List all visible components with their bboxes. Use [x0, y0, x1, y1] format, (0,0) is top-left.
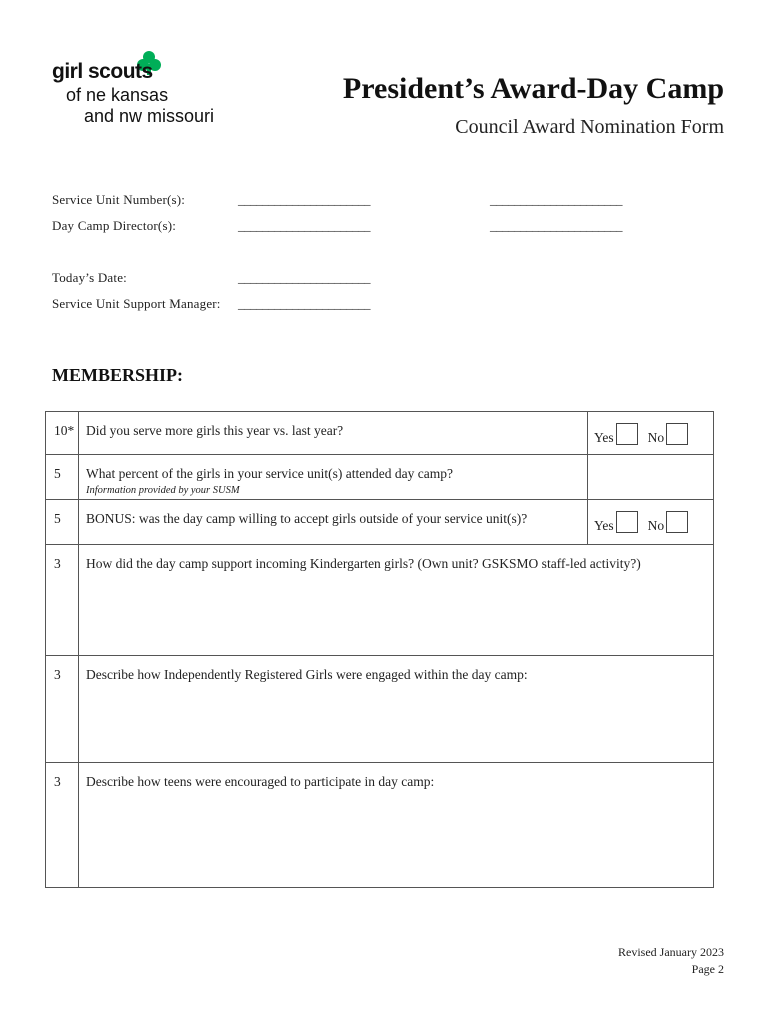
todays-date-label: Today’s Date: — [52, 270, 127, 285]
support-manager-label: Service Unit Support Manager: — [52, 296, 221, 311]
yes-no-cell — [588, 500, 714, 545]
row-question[interactable]: Describe how Independently Registered Girls were engaged within the day camp: — [79, 656, 714, 763]
service-unit-number-label: Service Unit Number(s): — [52, 192, 186, 207]
yes-label: Yes — [594, 430, 614, 445]
table-row — [46, 545, 714, 656]
row-question-cell — [79, 455, 588, 500]
membership-table — [45, 411, 714, 888]
yes-label: Yes — [594, 518, 614, 533]
no-label: No — [647, 430, 665, 445]
row-question: What percent of the girls in your service unit(s) attended day camp? — [86, 466, 453, 481]
day-camp-director-field-1[interactable]: ______________________ — [238, 218, 370, 233]
no-checkbox[interactable] — [666, 423, 688, 445]
yes-checkbox[interactable] — [616, 511, 638, 533]
page-subtitle: Council Award Nomination Form — [455, 116, 724, 138]
row-question: Did you serve more girls this year vs. last year? — [79, 412, 588, 455]
row-points: 3 — [46, 656, 79, 763]
row-question[interactable]: Describe how teens were encouraged to participate in day camp: — [79, 763, 714, 888]
answer-cell[interactable] — [588, 455, 714, 500]
logo — [52, 50, 242, 130]
logo-line-2: of ne kansas — [66, 85, 169, 105]
day-camp-director-field-2[interactable]: ______________________ — [490, 218, 622, 233]
table-row — [46, 500, 714, 545]
page-title: President’s Award-Day Camp — [342, 72, 724, 105]
page-number: Page 2 — [691, 962, 724, 976]
service-unit-number-field-2[interactable]: ______________________ — [490, 192, 622, 207]
logo-line-1: girl scouts — [52, 60, 153, 83]
row-points: 3 — [46, 545, 79, 656]
support-manager-field[interactable]: ______________________ — [238, 296, 370, 311]
todays-date-field[interactable]: ______________________ — [238, 270, 370, 285]
logo-line-3: and nw missouri — [84, 106, 215, 126]
yes-no-cell — [588, 412, 714, 455]
row-points: 5 — [46, 455, 79, 500]
row-question[interactable]: How did the day camp support incoming Kindergarten girls? (Own unit? GSKSMO staff-led activity?) — [79, 545, 714, 656]
day-camp-director-label: Day Camp Director(s): — [52, 218, 177, 233]
revised-date: Revised January 2023 — [618, 945, 724, 959]
row-points: 10* — [46, 412, 79, 455]
section-title: MEMBERSHIP: — [52, 365, 184, 385]
no-label: No — [647, 518, 665, 533]
table-row — [46, 656, 714, 763]
service-unit-number-field-1[interactable]: ______________________ — [238, 192, 370, 207]
footer — [618, 944, 724, 978]
row-note: Information provided by your SUSM — [86, 485, 240, 496]
table-row — [46, 412, 714, 455]
yes-checkbox[interactable] — [616, 423, 638, 445]
row-points: 3 — [46, 763, 79, 888]
table-row — [46, 763, 714, 888]
no-checkbox[interactable] — [666, 511, 688, 533]
row-points: 5 — [46, 500, 79, 545]
row-question: BONUS: was the day camp willing to accept girls outside of your service unit(s)? — [79, 500, 588, 545]
table-row — [46, 455, 714, 500]
